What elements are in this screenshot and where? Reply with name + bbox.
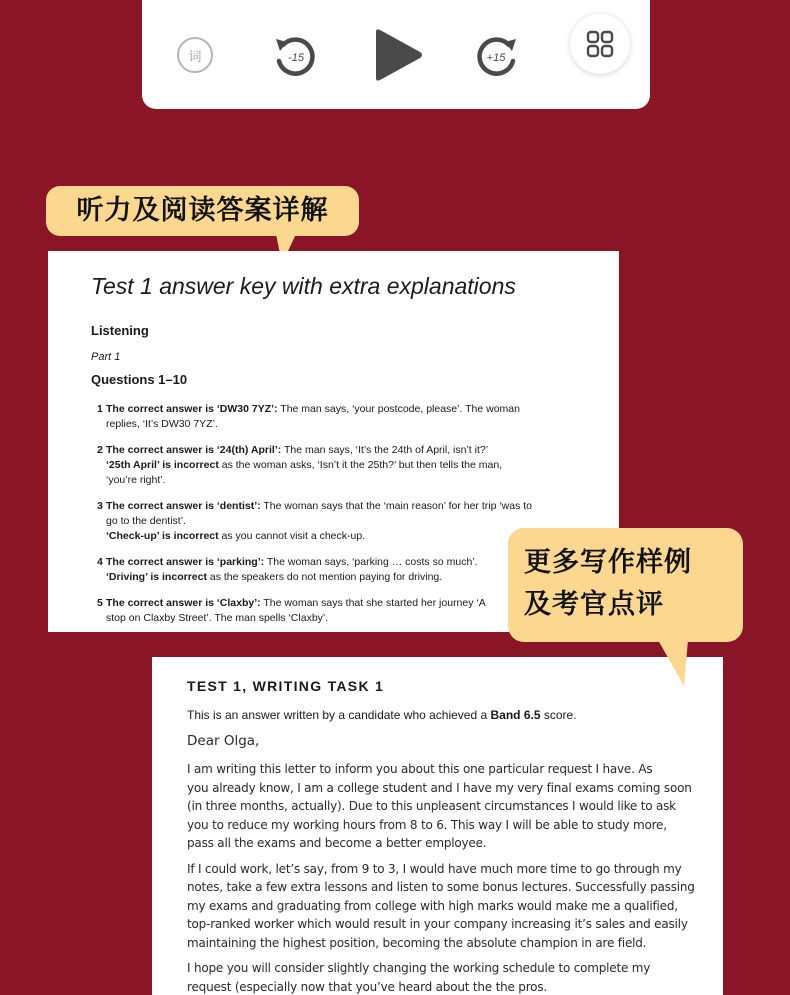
answer-bold: The correct answer is ‘dentist’: <box>106 500 261 512</box>
answer-line <box>106 417 617 432</box>
answer-text: The man says, ‘your postcode, please’. The woman <box>277 403 520 415</box>
band-score: Band 6.5 <box>490 708 541 722</box>
letter-line: (in three months, actually). Due to this unpleasent circumstances I would like to ask <box>187 799 676 813</box>
listening-reading-callout <box>46 186 359 236</box>
letter-line: top-ranked worker which would result in your company increasing it’s sales and easily <box>187 917 688 931</box>
answer-bold: The correct answer is ‘Claxby’: <box>106 597 261 609</box>
callout-text: 听力及阅读答案详解 <box>76 195 329 226</box>
answer-bold: The correct answer is ‘parking’: <box>106 556 265 568</box>
letter-line: I hope you will consider slightly changing the working schedule to complete my <box>187 961 651 975</box>
section-heading: Listening <box>91 323 149 338</box>
answer-bold: ‘Driving’ is incorrect <box>106 571 207 583</box>
answer-text: The woman says, ‘parking … costs so much’. <box>264 556 478 568</box>
grid-icon <box>586 30 614 58</box>
forward-15-button[interactable] <box>472 31 522 81</box>
answer-number: 5 <box>97 597 103 609</box>
menu-grid-button[interactable] <box>570 14 630 74</box>
play-button[interactable] <box>370 26 426 84</box>
answer-text: as the woman asks, ‘Isn’t it the 25th?’ but then tells the man, <box>218 459 503 471</box>
answer-text: go to the dentist’. <box>106 515 186 527</box>
answer-text: stop on Claxby Street’. The man spells ‘Claxby’. <box>106 612 329 624</box>
letter-line: notes, take a few extra lessons and listen to some bonus lectures. Successfully passing <box>187 880 695 894</box>
answer-line <box>106 443 617 458</box>
answer-line <box>106 499 617 514</box>
answer-key-title: Test 1 answer key with extra explanations <box>91 273 516 299</box>
letter-line: I am writing this letter to inform you about this one particular request I have. As <box>187 762 653 776</box>
letter-line: maintaining the highest position, becoming the absolute champion in are field. <box>187 935 647 950</box>
answer-number: 1 <box>97 403 103 415</box>
answer-line <box>106 514 617 529</box>
answer-text: ‘you’re right’. <box>106 474 166 486</box>
audio-player-bar <box>142 0 650 109</box>
answer-bold: ‘Check-up’ is incorrect <box>106 530 219 542</box>
letter-line: you already know, I am a college student and I have my very final exams coming soon <box>187 780 692 795</box>
play-icon <box>370 26 426 84</box>
band-prefix: This is an answer written by a candidate who achieved a <box>187 708 491 722</box>
forward-icon <box>472 31 522 81</box>
letter-paragraph <box>187 959 707 995</box>
callout-line-2: 及考官点评 <box>524 589 664 620</box>
rewind-15-button[interactable] <box>270 31 320 81</box>
answer-number: 3 <box>97 500 103 512</box>
writing-task-page <box>152 657 723 995</box>
answer-number: 4 <box>97 556 103 568</box>
rewind-label: -15 <box>288 52 304 64</box>
answer-line <box>106 473 617 488</box>
answer-bold: ‘25th April’ is incorrect <box>106 459 219 471</box>
answer-bold: The correct answer is ‘24(th) April’: <box>106 444 282 456</box>
letter-paragraph <box>187 860 707 953</box>
answer-line <box>106 402 617 417</box>
letter-line: pass all the exams and become a better employee. <box>187 836 487 850</box>
dictionary-button[interactable] <box>177 37 213 73</box>
forward-label: +15 <box>486 52 506 64</box>
letter-paragraph <box>187 760 707 853</box>
answer-text: The woman says that the ‘main reason’ for her trip ‘was to <box>260 500 533 512</box>
callout-line-1: 更多写作样例 <box>524 547 692 578</box>
dictionary-label: 词 <box>188 49 202 65</box>
letter-line: you to reduce my working hours from 8 to 6. This way I will be able to study more, <box>187 817 667 832</box>
writing-task-heading: TEST 1, WRITING TASK 1 <box>187 678 385 694</box>
callout-tail <box>658 640 688 686</box>
letter-line: request (especially now that you’ve heard about the the pros. <box>187 979 547 994</box>
part-label: Part 1 <box>91 351 121 363</box>
rewind-icon <box>270 31 320 81</box>
questions-heading: Questions 1–10 <box>91 372 188 387</box>
letter-salutation: Dear Olga, <box>187 733 260 749</box>
answer-bold: The correct answer is ‘DW30 7YZ’: <box>106 403 278 415</box>
answer-item <box>97 402 617 432</box>
answer-text: replies, ‘It’s DW30 7YZ’. <box>106 418 218 430</box>
band-score-line <box>187 708 577 722</box>
answer-number: 2 <box>97 444 103 456</box>
writing-samples-callout <box>508 528 743 642</box>
answer-text: as you cannot visit a check-up. <box>218 530 366 542</box>
letter-line: If I could work, let’s say, from 9 to 3, I would have much more time to go through my <box>187 861 682 876</box>
answer-item <box>97 443 617 488</box>
letter-line: my exams and graduating from college with high marks would make me a qualified, <box>187 898 678 913</box>
answer-line <box>106 458 617 473</box>
answer-text: The man says, ‘It’s the 24th of April, isn’t it?’ <box>281 444 489 456</box>
answer-text: The woman says that she started her journey ‘A <box>260 597 486 609</box>
band-suffix: score. <box>540 708 577 722</box>
answer-text: as the speakers do not mention paying for driving. <box>206 571 443 583</box>
sample-letter <box>187 732 707 995</box>
